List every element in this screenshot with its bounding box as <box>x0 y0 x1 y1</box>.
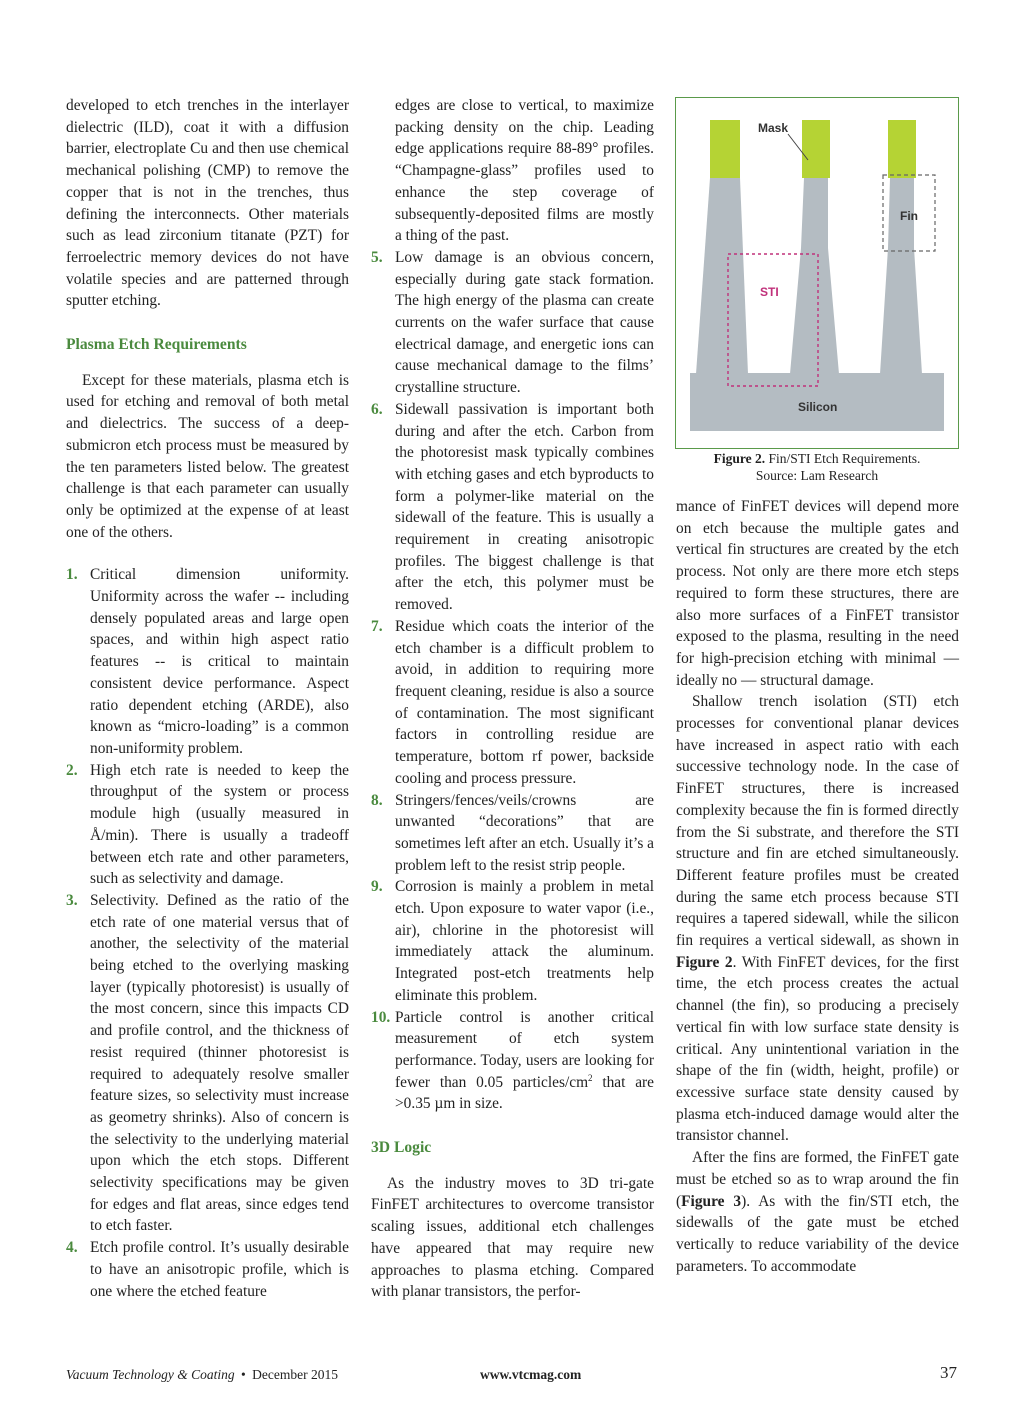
list-number: 7. <box>371 617 383 635</box>
list-number: 10. <box>371 1008 391 1026</box>
issue-date: December 2015 <box>252 1367 338 1382</box>
p3-text-a: After the fins are formed, the FinFET gate must be etched so as to wrap around the fin ( <box>676 1149 959 1210</box>
list-text: Selectivity. Defined as the ratio of the etch rate of one material versus that of another, the selectivity of the material being etched to the overlying masking layer (typically photoresist) is usually of the most concern, since this impacts CD and profile control, and the thickness of resist required (thinner photoresist is required to adequately resolve smaller feature sizes, so selectivity must increase as geometry shrinks). Also of concern is the selectivity to the underlying material upon which the etch stops. Different selectivity specifications may be given for edges and flat areas, since edges tend to etch faster. <box>90 891 349 1235</box>
journal-name: Vacuum Technology & Coating <box>66 1367 235 1382</box>
requirements-list-2 <box>371 247 654 1115</box>
mask-left <box>710 120 740 178</box>
col1-paragraph-2: Except for these materials, plasma etch is used for etching and removal of both metal and dielectrics. The success of a deep-submicron etch process must be measured by the ten parameters listed below. The greatest challenge is that each parameter can usually only be optimized at the expense of at least one of the others. <box>66 371 349 541</box>
p2-text-a: Shallow trench isolation (STI) etch processes for conventional planar devices have increased in aspect ratio with each successive technology node. In the case of FinFET structures, there is increased complexity because the fin is formed directly from the Si substrate, and therefore the STI structure and fin are etched simultaneously. Different feature profiles must be created during the same etch process because STI requires a tapered sidewall, while the silicon fin requires a vertical sidewall, as shown in <box>676 693 959 950</box>
figure-2-reference: Figure 2 <box>676 953 733 971</box>
list-number: 4. <box>66 1239 78 1257</box>
list-text: Particle control is another critical measurement of etch system performance. Today, users are looking for fewer than 0.05 particles/cm <box>395 1008 654 1091</box>
list-number: 1. <box>66 566 78 584</box>
list-text: Etch profile control. It’s usually desirable to have an anisotropic profile, which is one where the etched feature <box>90 1239 349 1300</box>
col2-continuation: edges are close to vertical, to maximize packing density on the chip. Leading edge applications require 88-89° profiles. “Champagne-glass” profiles used to enhance the step coverage of subsequently-deposited films are mostly a thing of the past. <box>395 97 654 245</box>
col3-paragraph-1: mance of FinFET devices will depend more on etch because the multiple gates and vertical fin structures are created by the etch process. Not only are there more etch steps required to form these structures, there are also more surfaces of a FinFET transistor exposed to the plasma, resulting in the need for high-precision etching with minimal — ideally no — structural damage. <box>676 498 959 689</box>
list-text: Critical dimension uniformity. Uniformity across the wafer -- including densely populated areas and large open spaces, and within high aspect ratio features -- is critical to maintain consistent device performance. Aspect ratio dependent etching (ARDE), also known as “micro-loading” is a common non-uniformity problem. <box>90 566 349 757</box>
footer-url: www.vtcmag.com <box>480 1367 582 1382</box>
column-1 <box>66 95 349 1302</box>
right-fin <box>880 178 922 374</box>
left-fin <box>696 178 748 374</box>
list-item <box>66 890 349 1237</box>
figure-3-reference: Figure 3 <box>681 1192 742 1210</box>
caption-source: Source: Lam Research <box>755 468 879 483</box>
list-number: 9. <box>371 878 383 896</box>
list-text: High etch rate is needed to keep the throughput of the system or process module high (usually measured in Å/min). There is usually a tradeoff between etch rate and other parameters, such as selectivity and damage. <box>90 761 349 888</box>
caption-title: Fin/STI Etch Requirements. <box>765 451 921 466</box>
list-item <box>66 760 349 890</box>
mask-middle <box>802 120 830 178</box>
requirements-list-1 <box>66 564 349 1302</box>
page-number: 37 <box>940 1363 957 1382</box>
list-text: Residue which coats the interior of the etch chamber is a difficult problem to avoid, in addition to requiring more frequent cleaning, residue is also a source of contamination. The most significant factors in controlling residue are temperature, bottom rf power, backside cooling and process pressure. <box>395 617 654 787</box>
section-heading-3d-logic: 3D Logic <box>371 1139 432 1157</box>
col1-paragraph-1: developed to etch trenches in the interlayer dielectric (ILD), coat it with a diffusion barrier, electroplate Cu and then use chemical mechanical polishing (CMP) to remove the copper that is not in the trenches, thus defining the interconnects. Other materials such as lead zirconium titanate (PZT) for ferroelectric memory devices do not have volatile species and are patterned through sputter etching. <box>66 97 349 310</box>
list-item <box>371 616 654 790</box>
list-item <box>371 790 654 877</box>
fin-label: Fin <box>900 209 918 223</box>
list-item <box>66 1237 349 1302</box>
list-number: 2. <box>66 761 78 779</box>
list-item <box>371 876 654 1006</box>
list-text: Low damage is an obvious concern, especially during gate stack formation. The high energy of the plasma can create currents on the wafer surface that cause electrical damage, and energetic ions can cause mechanical damage to the films’ crystalline structure. <box>395 248 654 397</box>
list-number: 8. <box>371 791 383 809</box>
mask-label: Mask <box>758 121 789 135</box>
col3-paragraph-2 <box>676 691 959 1147</box>
caption-figure-number: Figure 2. <box>713 451 766 466</box>
figure-2-diagram <box>675 97 959 449</box>
column-2 <box>371 95 654 1303</box>
list-text: Corrosion is mainly a problem in metal etch. Upon exposure to water vapor (i.e., air), chlorine in the photoresist will immediately attack the aluminum. Integrated post-etch treatments help eliminate this problem. <box>395 878 654 1004</box>
fin-sti-diagram <box>676 98 957 447</box>
list-text: Sidewall passivation is important both during and after the etch. Carbon from the photoresist mask typically combines with etching gases and etch byproducts to form a polymer-like material on the sidewall of the feature. This is usually a requirement in creating anisotropic profiles. The biggest challenge is that after the etch, this polymer must be removed. <box>395 400 654 614</box>
footer-journal <box>66 1367 338 1383</box>
list-item <box>371 1007 654 1116</box>
list-text-end: that are >0.35 µm in size. <box>395 1073 654 1113</box>
list-text: Stringers/fences/veils/crowns are unwanted “decorations” that are sometimes left after an etch. Usually it’s a problem left to the resist strip people. <box>395 791 654 874</box>
middle-fin <box>790 178 839 374</box>
superscript: 2 <box>588 1072 593 1083</box>
list-item <box>371 247 654 399</box>
col2-paragraph: As the industry moves to 3D tri-gate FinFET architectures to overcome transistor scaling issues, additional etch challenges have appeared that may require new approaches to plasma etching. Compared with planar transistors, the perfor- <box>371 1174 654 1301</box>
list-item <box>66 564 349 759</box>
figure-caption <box>675 450 959 484</box>
mask-right <box>888 120 916 178</box>
p3-text-b: ). As with the fin/STI etch, the sidewalls of the gate must be etched vertically to reduce variability of the device parameters. To accommodate <box>676 1192 959 1275</box>
list-item <box>371 399 654 616</box>
silicon-label: Silicon <box>798 400 838 414</box>
column-3 <box>676 496 959 1277</box>
list-number: 6. <box>371 400 383 418</box>
list-number: 5. <box>371 248 383 266</box>
footer-separator: • <box>241 1367 246 1382</box>
p2-text-b: . With FinFET devices, for the first time, the etch process creates the actual channel (the fin), so producing a precisely vertical fin with low surface state density is critical. Any unintentional variation in the shape of the fin (width, height, profile) or excessive surface state density caused by plasma etch-induced damage would alter the transistor channel. <box>676 953 960 1145</box>
col3-paragraph-3 <box>676 1147 959 1277</box>
section-heading-plasma-etch: Plasma Etch Requirements <box>66 336 247 354</box>
sti-label: STI <box>760 285 779 299</box>
list-number: 3. <box>66 891 78 909</box>
